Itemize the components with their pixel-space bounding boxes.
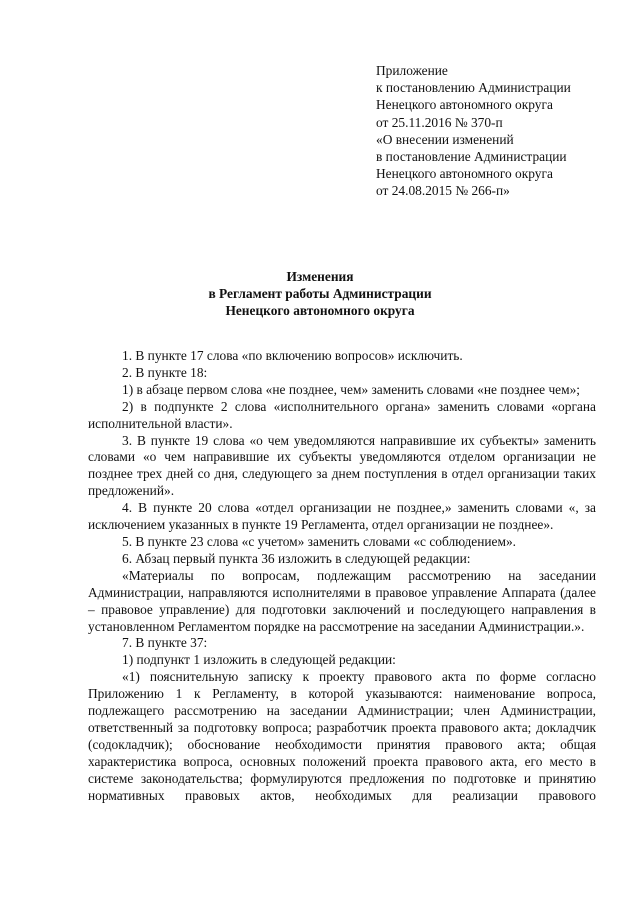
paragraph-1: 1. В пункте 17 слова «по включению вопросов» исключить. — [122, 348, 463, 363]
appendix-header — [376, 62, 626, 200]
document-title — [0, 268, 640, 319]
paragraph-7: 7. В пункте 37: — [122, 635, 208, 651]
paragraph-2: 2. В пункте 18: — [122, 364, 208, 380]
paragraph-2-2: 2) в подпункте 2 слова «исполнительного органа» заменить словами «органа исполнительной власти». — [88, 398, 596, 431]
title-line: Ненецкого автономного округа — [225, 303, 415, 318]
appendix-line: «О внесении изменений — [376, 131, 514, 147]
paragraph-2-1: 1) в абзаце первом слова «не позднее, чем» заменить словами «не позднее чем»; — [122, 381, 581, 397]
appendix-line: от 25.11.2016 № 370-п — [376, 114, 503, 130]
paragraph-7-1-quote: «1) пояснительную записку к проекту правового акта по форме согласно Приложению 1 к Регламенту, в которой указываются: наименование вопроса, подлежащего рассмотрению на заседании Администрации; член Администрации, ответственный за подготовку вопроса; разработчик проекта правового акта; докладчик (содокладчик); обоснование необходимости принятия правового акта; общая характеристика вопроса, основных положений проекта правового акта, его место в системе законодательства; формулируются предложения по подготовке и принятию нормативных правовых актов, необходимых для реализации правового — [88, 669, 596, 803]
paragraph-6-quote: «Материалы по вопросам, подлежащим рассмотрению на заседании Администрации, направляются исполнителями в правовое управление Аппарата (далее – правовое управление) для подготовки заключений и последующего направления в установленном Регламентом порядке на рассмотрение на заседании Администрации.». — [88, 567, 596, 634]
appendix-line: Ненецкого автономного округа — [376, 166, 553, 182]
paragraph-3: 3. В пункте 19 слова «о чем уведомляются направившие их субъекты» заменить словами «о чем направившие их субъекты уведомляются отделом организации не позднее трех дней со дня, следующего за днем поступления в отдел организации таких предложений». — [88, 432, 596, 499]
appendix-line: Приложение — [376, 63, 448, 78]
appendix-line: к постановлению Администрации — [376, 80, 571, 96]
paragraph-4: 4. В пункте 20 слова «отдел организации не позднее,» заменить словами «, за исключением указанных в пункте 19 Регламента, отдел организации не позднее». — [88, 500, 596, 533]
title-line: Изменения — [286, 269, 354, 284]
title-line: в Регламент работы Администрации — [208, 286, 432, 301]
paragraph-6: 6. Абзац первый пункта 36 изложить в следующей редакции: — [122, 550, 471, 566]
document-body — [88, 348, 596, 804]
appendix-line: от 24.08.2015 № 266-п» — [376, 183, 510, 199]
appendix-line: Ненецкого автономного округа — [376, 97, 553, 113]
paragraph-5: 5. В пункте 23 слова «с учетом» заменить словами «с соблюдением». — [122, 533, 517, 549]
paragraph-7-1: 1) подпункт 1 изложить в следующей редакции: — [122, 652, 396, 668]
appendix-line: в постановление Администрации — [376, 149, 567, 165]
